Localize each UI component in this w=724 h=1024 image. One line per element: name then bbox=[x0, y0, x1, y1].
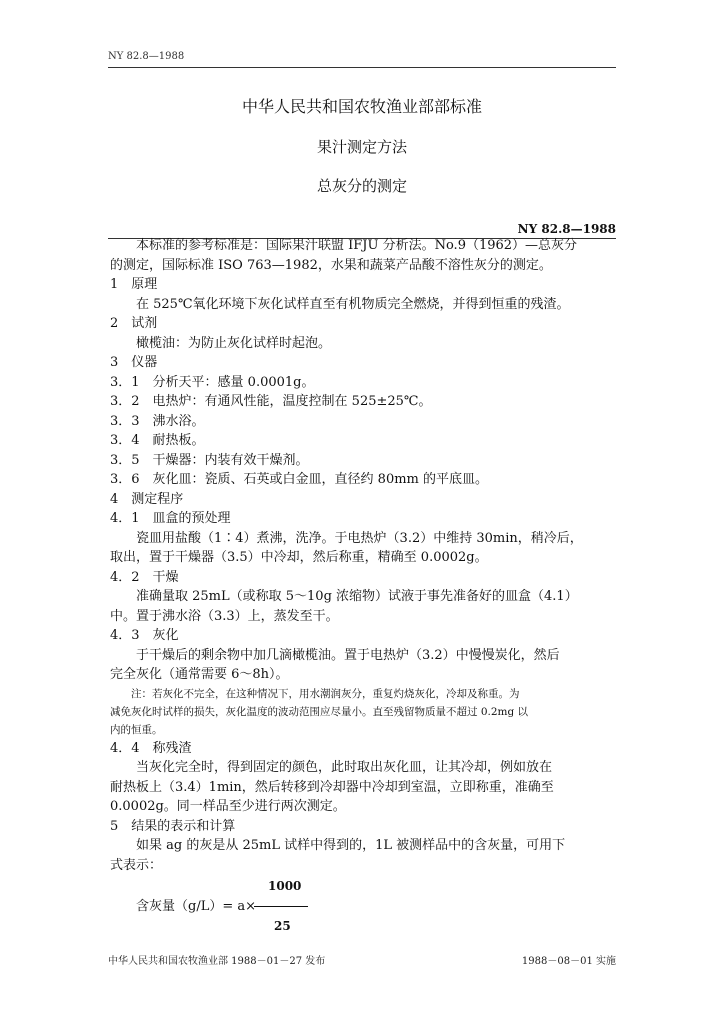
clause-text: 完全灰化（通常需要 6～8h）。 bbox=[110, 667, 289, 682]
issue-date: 中华人民共和国农牧渔业部 1988－01－27 发布 bbox=[108, 956, 326, 967]
standard-number: NY 82.8—1988 bbox=[517, 222, 616, 236]
ash-formula bbox=[110, 877, 616, 941]
intro-line: 的测定，国际标准 ISO 763—1982，水果和蔬菜产品酸不溶性灰分的测定。 bbox=[110, 257, 552, 273]
formula-denominator: 25 bbox=[274, 919, 291, 933]
effective-date: 1988－08－01 实施 bbox=[521, 956, 616, 967]
clause-item: 3．3 沸水浴。 bbox=[110, 413, 205, 429]
clause-text: 中。置于沸水浴（3.3）上，蒸发至干。 bbox=[110, 608, 339, 624]
intro-line: 本标准的参考标准是：国际果汁联盟 IFJU 分析法。No.9（1962）—总灰分 bbox=[136, 238, 578, 253]
document-body bbox=[110, 236, 616, 941]
clause-text: 于干燥后的剩余物中加几滴橄榄油。置于电热炉（3.2）中慢慢炭化，然后 bbox=[136, 647, 560, 663]
clause-text: 耐热板上（3.4）1min，然后转移到冷却器中冷却到室温，立即称重，准确至 bbox=[110, 779, 554, 795]
formula-numerator: 1000 bbox=[268, 879, 302, 893]
sub-title: 总灰分的测定 bbox=[316, 177, 407, 195]
section-heading: 5 结果的表示和计算 bbox=[110, 818, 236, 834]
main-title: 果汁测定方法 bbox=[316, 138, 407, 156]
org-title: 中华人民共和国农牧渔业部部标准 bbox=[241, 97, 482, 116]
clause-heading: 4．4 称残渣 bbox=[110, 740, 192, 756]
fraction-bar bbox=[254, 906, 308, 907]
note-text: 注：若灰化不完全，在这种情况下，用水潮润灰分，重复灼烧灰化，冷却及称重。为 bbox=[131, 687, 520, 700]
formula-lhs: 含灰量（g/L）= a× bbox=[136, 899, 257, 914]
clause-text: 瓷皿用盐酸（1∶4）煮沸，洗净。于电热炉（3.2）中维持 30min，稍冷后， bbox=[136, 530, 583, 546]
section-heading: 4 测定程序 bbox=[110, 491, 184, 507]
section-heading: 3 仪器 bbox=[110, 355, 158, 370]
section-text: 橄榄油：为防止灰化试样时起泡。 bbox=[136, 335, 332, 351]
clause-item: 3．4 耐热板。 bbox=[110, 433, 205, 448]
clause-text: 取出，置于干燥器（3.5）中冷却，然后称重，精确至 0.0002g。 bbox=[110, 550, 488, 565]
section-text: 如果 ag 的灰是从 25mL 试样中得到的，1L 被测样品中的含灰量，可用下 bbox=[136, 838, 566, 853]
note-text: 减免灰化时试样的损失，灰化温度的波动范围应尽量小。直至残留物质量不超过 0.2mg 以 bbox=[110, 705, 529, 718]
clause-item: 3．6 灰化皿：瓷质、石英或白金皿，直径约 80mm 的平底皿。 bbox=[110, 472, 489, 487]
clause-heading: 4．3 灰化 bbox=[110, 628, 179, 643]
header-rule bbox=[108, 67, 616, 68]
clause-heading: 4．1 皿盒的预处理 bbox=[110, 511, 231, 526]
note-text: 内的恒重。 bbox=[110, 723, 163, 736]
clause-heading: 4．2 干燥 bbox=[110, 569, 179, 585]
clause-text: 当灰化完全时，得到固定的颜色，此时取出灰化皿，让其冷却，例如放在 bbox=[136, 760, 553, 775]
running-head: NY 82.8—1988 bbox=[108, 51, 185, 62]
clause-text: 0.0002g。同一样品至少进行两次测定。 bbox=[110, 799, 346, 814]
clause-item: 3．5 干燥器：内装有效干燥剂。 bbox=[110, 452, 309, 468]
section-text: 式表示： bbox=[110, 857, 163, 873]
clause-item: 3．2 电热炉：有通风性能，温度控制在 525±25℃。 bbox=[110, 394, 432, 409]
clause-item: 3．1 分析天平：感量 0.0001g。 bbox=[110, 374, 315, 390]
section-heading: 1 原理 bbox=[110, 277, 158, 292]
section-text: 在 525℃氧化环境下灰化试样直至有机物质完全燃烧，并得到恒重的残渣。 bbox=[136, 296, 570, 312]
section-heading: 2 试剂 bbox=[110, 316, 158, 331]
clause-text: 准确量取 25mL（或称取 5～10g 浓缩物）试液于事先准备好的皿盒（4.1） bbox=[136, 589, 578, 604]
